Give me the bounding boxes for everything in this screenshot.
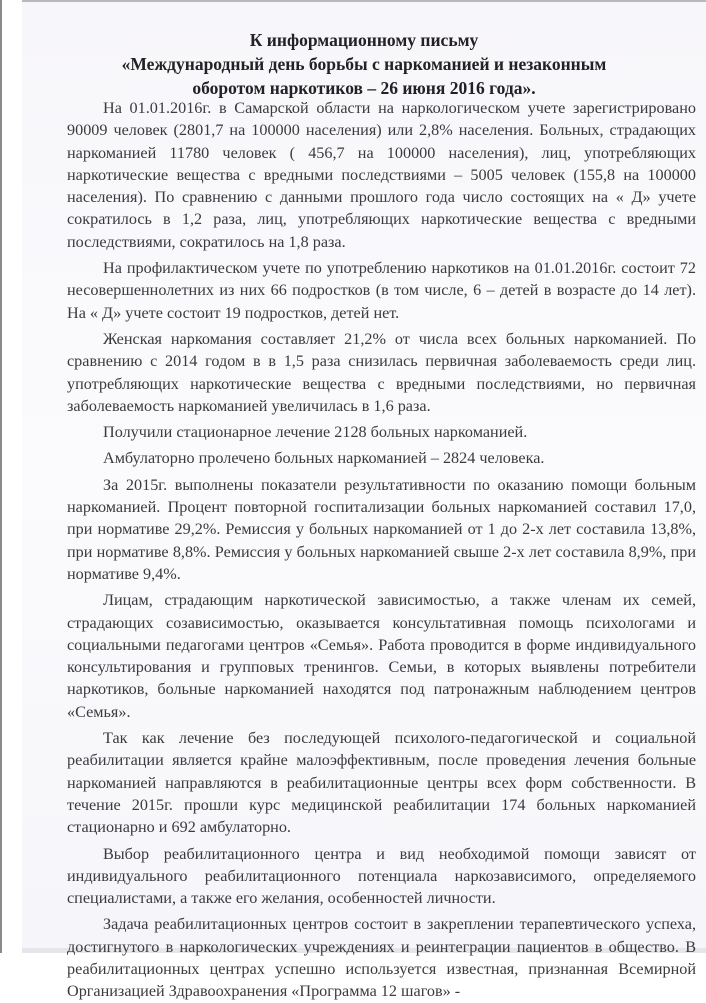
paragraph-registered-stats: На 01.01.2016г. в Самарской области на наркологическом учете зарегистрировано 90009 человек (2801,7 на 100000 населения) или 2,8% населения. Больных, страдающих наркоманией 11780 человек ( 456,7 на 100000 населения), лиц, употребляющих наркотические вещества с вредными последствиями – 5005 человек (155,8 на 100000 населения). По сравнению с данными прошлого года число состоящих на « Д» учете сократилось в 1,2 раза, лиц, употребляющих наркотические вещества с вредными последствиями, сократилось на 1,8 раза. [67,99,696,251]
document-body [67,97,696,1003]
paragraph-rehabilitation: Так как лечение без последующей психолого-педагогической и социальной реабилитации является крайне малоэффективным, после проведения лечения больные наркоманией направляются в реабилитационные центры всех форм собственности. В течение 2015г. прошли курс медицинской реабилитации 174 больных наркоманией стационарно и 692 амбулаторно. [67,729,696,837]
paragraph-performance: За 2015г. выполнены показатели результативности по оказанию помощи больным наркоманией. Процент повторной госпитализации больных наркоманией составил 17,0, при нормативе 29,2%. Ремиссия у больных наркоманией от 1 до 2-х лет составила 13,8%, при нормативе 8,8%. Ремиссия у больных наркоманией свыше 2-х лет составила 8,9%, при нормативе 9,4%. [67,475,696,583]
paragraph-female-addiction: Женская наркомания составляет 21,2% от числа всех больных наркоманией. По сравнению с 2014 годом в в 1,5 раза снизилась первичная заболеваемость среди лиц. употребляющих наркотические вещества с вредными последствиями, но первичная заболеваемость наркоманией увеличилась в 1,6 раза. [67,329,696,415]
paragraph-center-choice: Выбор реабилитационного центра и вид необходимой помощи зависят от индивидуального реабилитационного потенциала наркозависимого, определяемого специалистами, а также его желания, особенностей личности. [67,844,696,908]
scan-top-edge [22,0,706,2]
paragraph-outpatient: Амбулаторно пролечено больных наркоманией – 2824 человека. [103,449,545,468]
scan-left-border [0,0,2,953]
paragraph-family-help: Лицам, страдающим наркотической зависимостью, а также членам их семей, страдающих созависимостью, оказывается консультативная помощь психологами и социальными педагогами центров «Семья». Работа проводится в форме индивидуального консультирования и групповых тренингов. Семьи, в которых выявлены потребители наркотиков, больные наркоманией находятся под патронажным наблюдением центров «Семья». [67,591,696,721]
title-line-3: оборотом наркотиков – 26 июня 2016 года». [192,78,536,98]
title-line-2: «Международный день борьбы с наркоманией и незаконным [121,54,607,74]
paragraph-inpatient: Получили стационарное лечение 2128 больных наркоманией. [103,423,528,442]
paragraph-center-task: Задача реабилитационных центров состоит в закреплении терапевтического успеха, достигнутого в наркологических учреждениях и реинтеграции пациентов в общество. В реабилитационных центрах успешно используется известная, признанная Всемирной Организацией Здравоохранения «Программа 12 шагов» - [67,915,696,1001]
title-line-1: К информационному письму [249,30,479,50]
paragraph-minors: На профилактическом учете по употреблению наркотиков на 01.01.2016г. состоит 72 несовершеннолетних из них 66 подростков (в том числе, 6 – детей в возрасте до 14 лет). На « Д» учете состоит 19 подростков, детей нет. [67,259,696,322]
